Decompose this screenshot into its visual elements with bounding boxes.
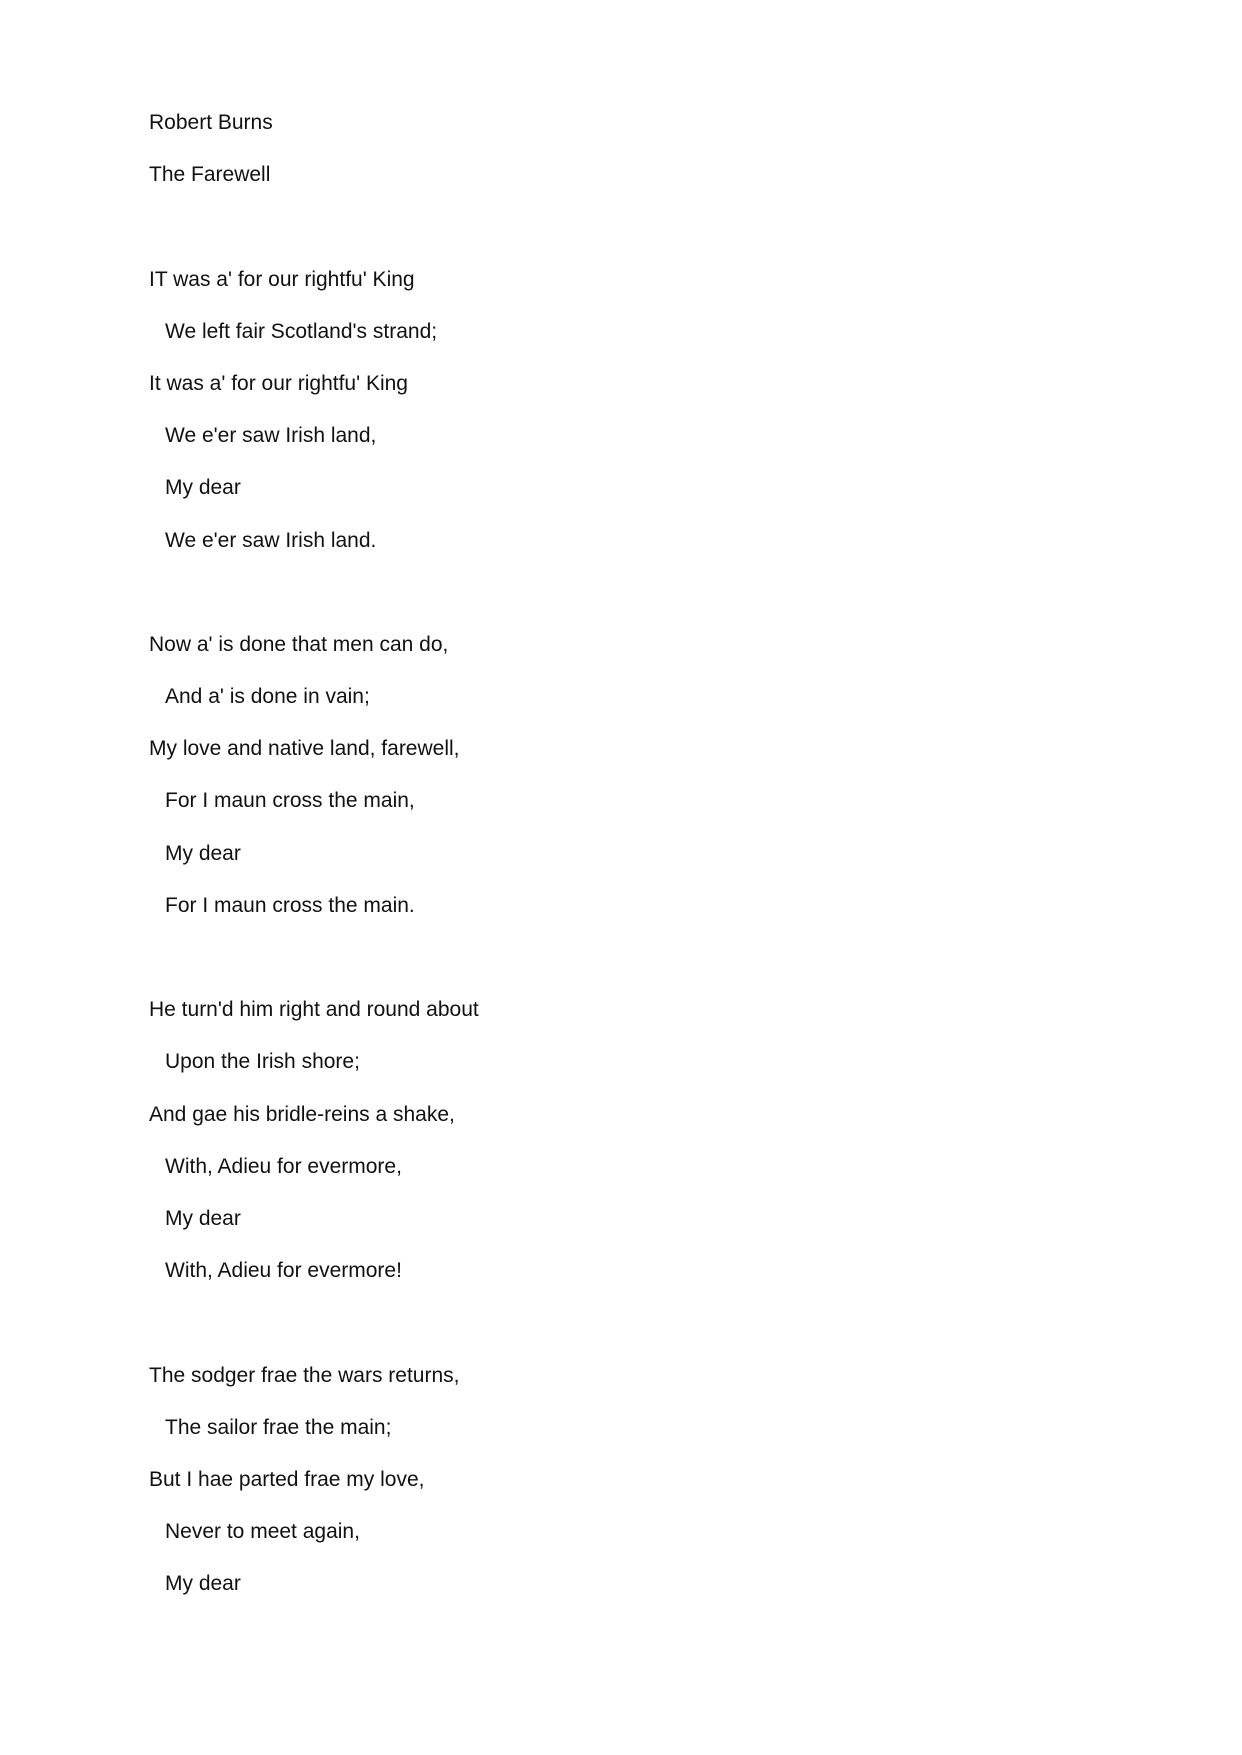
poem-text xyxy=(149,110,1049,1623)
stanza-1 xyxy=(149,267,1049,580)
verse-line: Never to meet again, xyxy=(165,1520,360,1544)
verse-line: The sodger frae the wars returns, xyxy=(149,1363,460,1387)
verse-line: He turn'd him right and round about xyxy=(149,998,479,1022)
stanza-2 xyxy=(149,632,1049,945)
verse-line: But I hae parted frae my love, xyxy=(149,1467,425,1491)
verse-line: My dear xyxy=(165,476,241,500)
verse-line: And a' is done in vain; xyxy=(165,685,370,709)
blank-line xyxy=(149,580,1049,632)
verse-line: My dear xyxy=(165,1572,241,1596)
verse-line: With, Adieu for evermore, xyxy=(165,1154,402,1178)
verse-line: We e'er saw Irish land, xyxy=(165,424,377,448)
stanza-3 xyxy=(149,997,1049,1310)
verse-line: For I maun cross the main, xyxy=(165,789,415,813)
verse-line: And gae his bridle-reins a shake, xyxy=(149,1102,455,1126)
poem-title: The Farewell xyxy=(149,163,271,187)
verse-line: My dear xyxy=(165,841,241,865)
verse-line: We e'er saw Irish land. xyxy=(165,528,377,552)
stanza-4 xyxy=(149,1363,1049,1624)
blank-line xyxy=(149,945,1049,997)
verse-line: With, Adieu for evermore! xyxy=(165,1259,402,1283)
verse-line: It was a' for our rightfu' King xyxy=(149,371,408,395)
blank-line xyxy=(149,214,1049,266)
verse-line: IT was a' for our rightfu' King xyxy=(149,267,415,291)
verse-line: Upon the Irish shore; xyxy=(165,1050,360,1074)
verse-line: We left fair Scotland's strand; xyxy=(165,319,438,343)
verse-line: My dear xyxy=(165,1206,241,1230)
verse-line: For I maun cross the main. xyxy=(165,893,415,917)
blank-line xyxy=(149,1310,1049,1362)
verse-line: Now a' is done that men can do, xyxy=(149,632,449,656)
verse-line: The sailor frae the main; xyxy=(165,1415,392,1439)
author-name: Robert Burns xyxy=(149,111,273,134)
verse-line: My love and native land, farewell, xyxy=(149,737,460,761)
